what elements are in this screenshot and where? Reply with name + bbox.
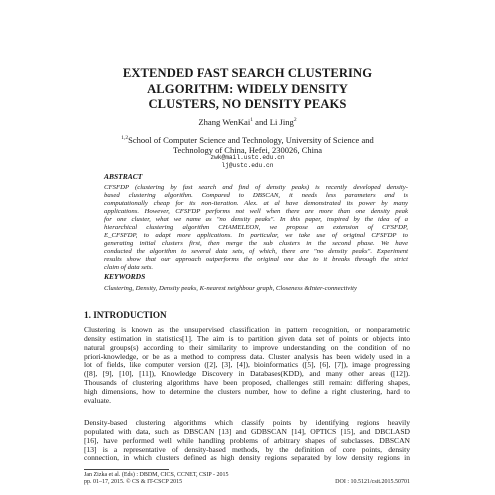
abstract-line: based clustering algorithm. Compared to DBSCAN, it needs less parameters and is <box>104 192 408 200</box>
keywords-text: Clustering, Density, Density peaks, K-nearest neighbour graph, Closeness &Inter-connectivity <box>104 285 357 292</box>
body-line: priori-knowledge, or be as a method to compress data. Cluster analysis has been widely used in a <box>84 351 410 361</box>
affiliation-line: Technology of China, Hefei, 230026, China <box>172 144 323 155</box>
body-paragraph <box>84 419 410 463</box>
section-heading-introduction: 1. INTRODUCTION <box>84 310 167 320</box>
email-link[interactable]: zwk@mail.ustc.edu.cn <box>210 154 285 161</box>
abstract-line: computationally cheap for its non-iteration. Alex. at al have demonstrated its power by many <box>104 200 408 208</box>
abstract-line: CFSFDP (clustering by fast search and find of density peaks) is recently developed density- <box>104 184 408 191</box>
body-paragraph <box>84 326 410 406</box>
abstract-line: hierarchical clustering algorithm CHAMELEON, we propose an extension of CFSFDP, <box>104 224 408 232</box>
abstract-body <box>104 184 408 273</box>
title-line: ALGORITHM: WIDELY DENSITY <box>147 81 348 96</box>
body-line: Thousands of clustering algorithms have been proposed, challenges still remain: differing shapes, <box>84 378 410 388</box>
body-line: evaluate. <box>84 395 112 405</box>
abstract-line: applications. However, CFSFDP performs not well when there are more than one density peak <box>104 208 408 216</box>
author-superscript: 2 <box>293 117 297 124</box>
email-link[interactable]: lj@ustc.edu.cn <box>221 161 274 169</box>
abstract-line: conducted the algorithm to several data sets, of which, there are "no density peaks". Experiment <box>104 248 408 256</box>
author-conjunction: and <box>253 117 270 127</box>
author-superscript: 1 <box>250 117 254 124</box>
body-line: [16], have performed well while handling problems of arbitrary shapes of subclasses. DBSCAN <box>84 435 410 445</box>
body-line: Clustering is known as the unsupervised classification in pattern recognition, or nonparametric <box>84 325 410 334</box>
footer-citation <box>84 472 229 487</box>
body-line: density estimation in statistics[1]. The aim is to partition given data set of points or objects into <box>84 333 410 343</box>
paper-title <box>0 66 495 113</box>
abstract-line: results show that our approach outperforms the original one due to it breaks through the strict <box>104 256 408 264</box>
footer-line: Jan Zizka et al. (Eds) : DBDM, CICS, CCNET, CSIP - 2015 <box>84 472 229 478</box>
affiliation-superscript: 1,2 <box>121 135 129 141</box>
body-line: populated with data, such as DBSCAN [13] and GDBSCAN [14], OPTICS [15], and DBCLASD <box>84 426 410 436</box>
abstract-heading: ABSTRACT <box>104 172 143 181</box>
abstract-line: for one cluster, what we name as "no density peaks". In this paper, inspired by the idea of a <box>104 216 408 224</box>
affiliation-line: School of Computer Science and Technology, University of Science and <box>128 134 374 145</box>
body-line: ([8], [9], [10], [11]), Knowledge Discovery in Databases(KDD), and many other areas ([12]). <box>84 369 410 379</box>
title-line: CLUSTERS, NO DENSITY PEAKS <box>148 97 347 111</box>
body-line: [13] is a representative of density-based methods, by the definition of core points, density <box>84 444 410 454</box>
body-line: connection, in which clusters defined as high density regions separated by low density regions in <box>84 453 410 463</box>
author-name: Zhang WenKai <box>198 117 251 127</box>
affiliation <box>0 133 495 155</box>
abstract-line: generating initial clusters first, then merge the sub clusters in the second phase. We have <box>104 240 408 248</box>
title-line: EXTENDED FAST SEARCH CLUSTERING <box>122 66 373 80</box>
body-line: Density-based clustering algorithms which classify points by identifying regions heavily <box>84 418 410 427</box>
body-line: lot of fields, like computer version ([2], [3], [4]), bioinformatics ([5], [6], [7]), image progressing <box>84 360 410 370</box>
keywords-heading: KEYWORDS <box>104 272 146 281</box>
author-name: Li Jing <box>269 117 294 127</box>
body-line: high dimensions, how to determine the clusters number, how to define a right clustering, hard to <box>84 386 410 396</box>
footer-line: pp. 01–17, 2015. © CS & IT-CSCP 2015 <box>84 479 183 486</box>
footer-doi[interactable]: DOI : 10.5121/csit.2015.50701 <box>335 479 410 485</box>
abstract-line: claim of data sets. <box>104 264 154 272</box>
author-list <box>0 117 495 127</box>
body-line: natural groups(s) according to their similarity to improve understanding on the condition of no <box>84 342 410 352</box>
footer-divider <box>84 469 169 470</box>
abstract-line: E_CFSFDP, to adapt more applications. In particular, we take use of original CFSFDP to <box>104 232 408 240</box>
email-block <box>0 154 495 169</box>
